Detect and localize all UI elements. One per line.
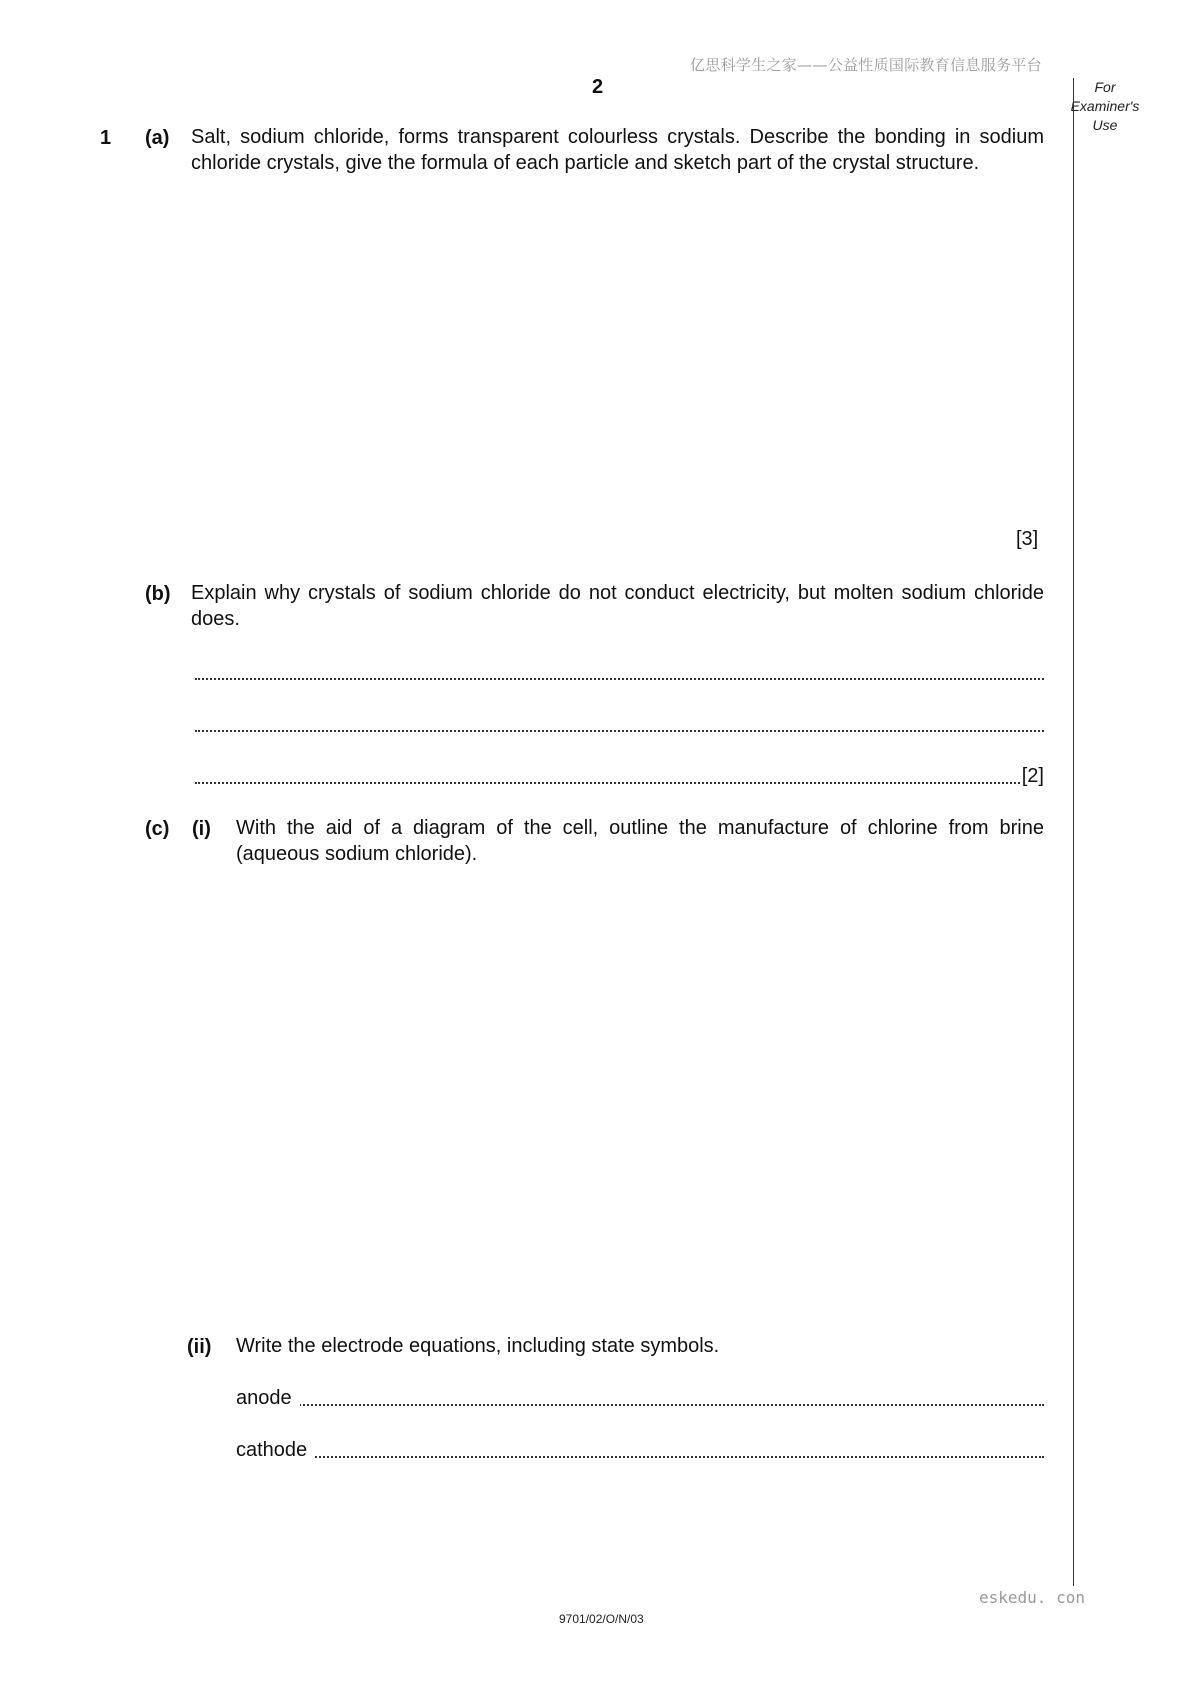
watermark-header: 亿思科学生之家——公益性质国际教育信息服务平台 — [690, 56, 1042, 74]
answer-line-b-2[interactable] — [195, 713, 1044, 735]
examiner-line-2: Examiner's — [1070, 98, 1140, 114]
question-number: 1 — [100, 127, 112, 149]
cathode-answer-line[interactable] — [236, 1439, 1044, 1461]
anode-answer-line[interactable] — [236, 1387, 1044, 1409]
part-a-label: (a) — [145, 127, 170, 149]
part-a-text: Salt, sodium chloride, forms transparent colourless crystals. Describe the bonding in sodium chloride crystals, give the formula of each particle and sketch part of the crystal structure. — [191, 126, 1044, 174]
part-c-i-label: (i) — [192, 818, 211, 840]
part-b-label: (b) — [145, 583, 171, 605]
dotted-rule — [195, 678, 1044, 680]
answer-line-b-3[interactable] — [195, 765, 1044, 787]
part-c-ii-text: Write the electrode equations, including state symbols. — [236, 1335, 720, 1357]
part-c-i-text: With the aid of a diagram of the cell, outline the manufacture of chlorine from brine (aqueous sodium chloride). — [236, 817, 1044, 865]
examiner-line-3: Use — [1092, 117, 1118, 133]
examiner-line-1: For — [1094, 79, 1116, 95]
page-number: 2 — [592, 76, 604, 98]
watermark-footer: eskedu. con — [979, 1588, 1085, 1607]
dotted-rule — [236, 1404, 1044, 1406]
examiner-margin-rule — [1073, 78, 1074, 1586]
dotted-rule — [195, 782, 1044, 784]
part-c-label: (c) — [145, 818, 170, 840]
part-c-ii-label: (ii) — [187, 1336, 212, 1358]
paper-code: 9701/02/O/N/03 — [559, 1612, 644, 1626]
answer-line-b-1[interactable] — [195, 661, 1044, 683]
anode-label: anode — [236, 1387, 300, 1409]
dotted-rule — [236, 1456, 1044, 1458]
examiner-use-box — [1068, 78, 1142, 135]
part-b-marks: [2] — [1021, 765, 1044, 787]
cathode-label: cathode — [236, 1439, 315, 1461]
part-a-marks: [3] — [1016, 528, 1039, 550]
dotted-rule — [195, 730, 1044, 732]
part-b-text: Explain why crystals of sodium chloride do not conduct electricity, but molten sodium chloride does. — [191, 582, 1044, 630]
